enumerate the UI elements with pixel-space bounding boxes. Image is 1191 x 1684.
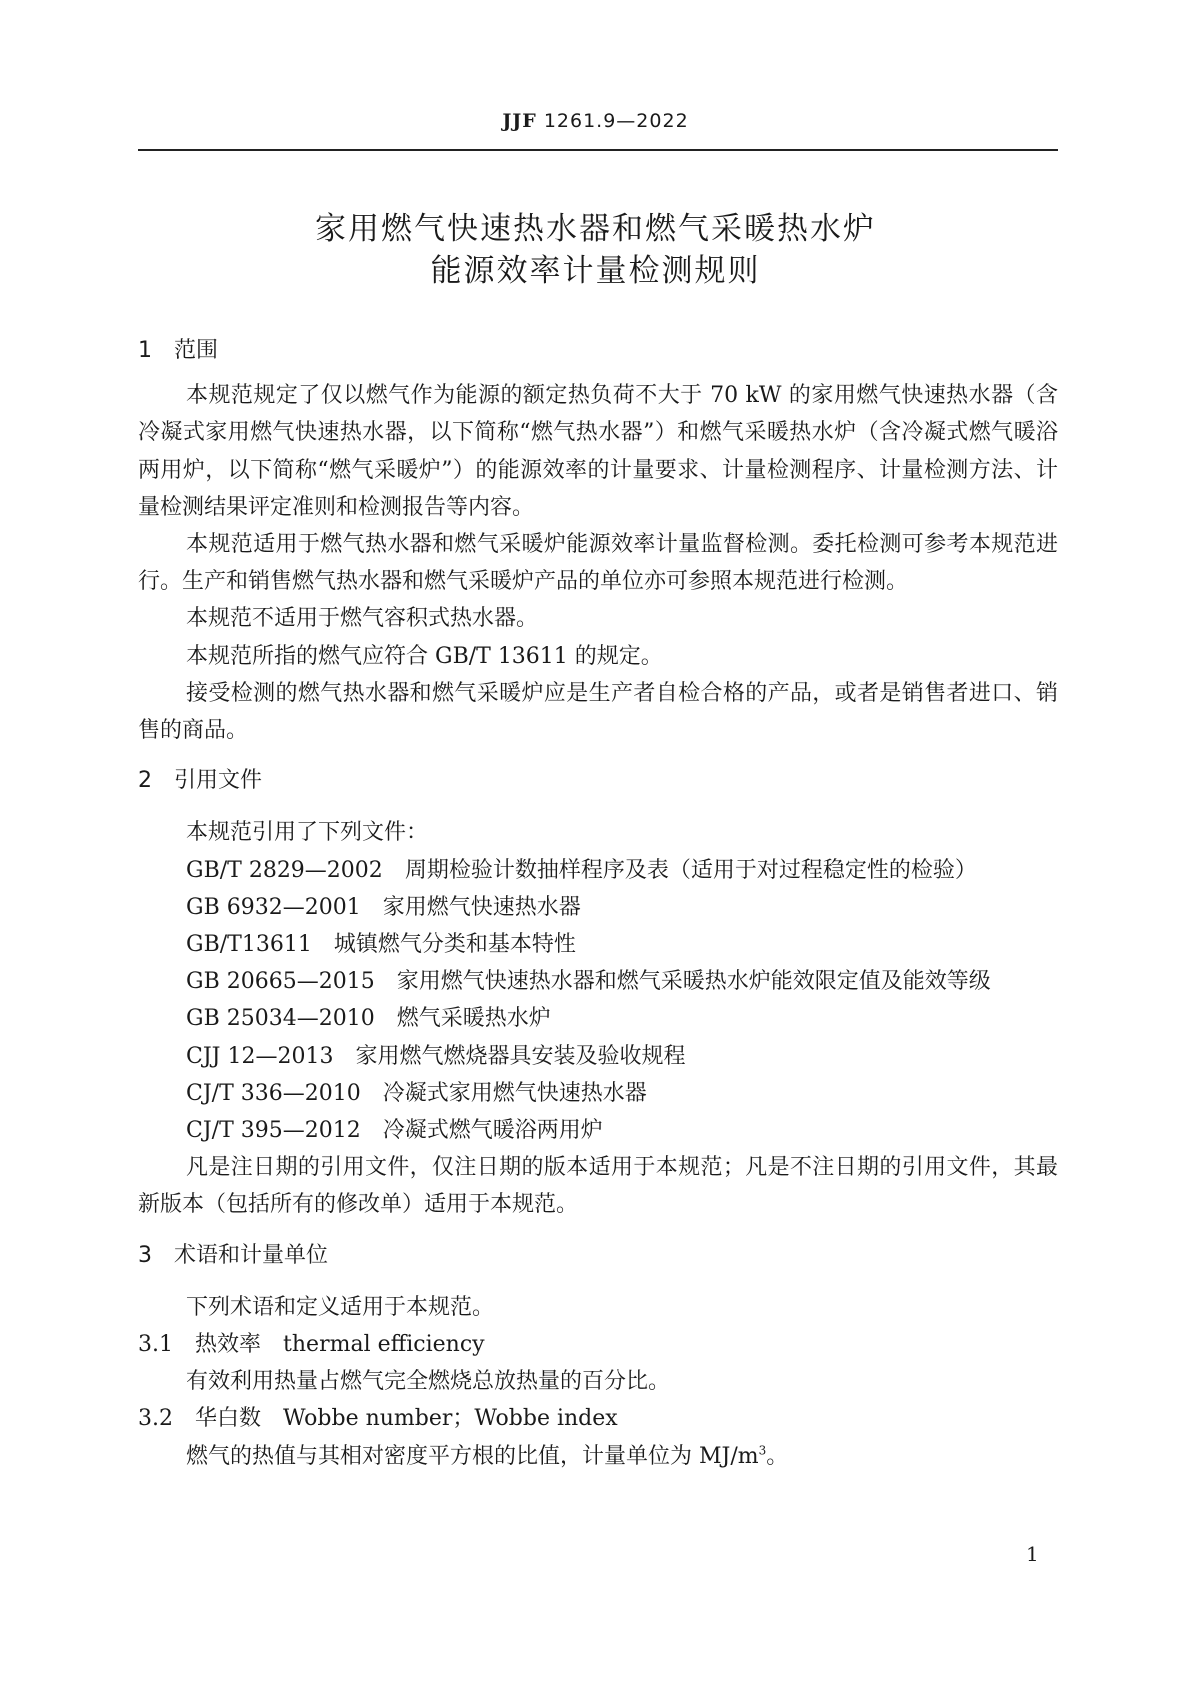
- reference-item: [138, 889, 1058, 926]
- reference-title: 家用燃气燃烧器具安装及验收规程: [355, 1043, 686, 1069]
- section-heading-1: 1 范围: [138, 338, 218, 363]
- paragraph: 凡是注日期的引用文件，仅注日期的版本适用于本规范；凡是不注日期的引用文件，其最新版本（包括所有的修改单）适用于本规范。: [138, 1155, 1058, 1218]
- reference-item: [138, 963, 1058, 1000]
- reference-code: CJ/T 395—2012: [186, 1118, 361, 1144]
- document-body: [138, 332, 1058, 1475]
- header-prefix: JJF: [502, 110, 537, 132]
- reference-title: 冷凝式家用燃气快速热水器: [382, 1080, 647, 1106]
- reference-title: 家用燃气快速热水器和燃气采暖热水炉能效限定值及能效等级: [396, 969, 991, 995]
- reference-code: CJ/T 336—2010: [186, 1080, 361, 1106]
- paragraph: 本规范所指的燃气应符合 GB/T 13611 的规定。: [186, 643, 663, 669]
- reference-item: [138, 1038, 1058, 1075]
- header-rule: [138, 149, 1058, 151]
- reference-code: GB 20665—2015: [186, 969, 375, 995]
- paragraph: 本规范适用于燃气热水器和燃气采暖炉能源效率计量监督检测。委托检测可参考本规范进行。生产和销售燃气热水器和燃气采暖炉产品的单位亦可参照本规范进行检测。: [138, 532, 1058, 595]
- section-heading-2: 2 引用文件: [138, 768, 262, 794]
- reference-code: CJJ 12—2013: [186, 1043, 334, 1069]
- reference-code: GB 25034—2010: [186, 1006, 375, 1032]
- definition-text: 燃气的热值与其相对密度平方根的比值，计量单位为 MJ/m: [186, 1443, 759, 1469]
- term-number: 3.2: [138, 1406, 173, 1432]
- term-zh: 华白数: [195, 1406, 262, 1432]
- term-definition: 有效利用热量占燃气完全燃烧总放热量的百分比。: [186, 1369, 671, 1395]
- term-number: 3.1: [138, 1332, 173, 1358]
- reference-item: [138, 1112, 1058, 1149]
- reference-title: 城镇燃气分类和基本特性: [333, 932, 576, 958]
- reference-title: 家用燃气快速热水器: [382, 894, 581, 920]
- term-zh: 热效率: [195, 1332, 262, 1358]
- document-title-line2: 能源效率计量检测规则: [430, 253, 761, 289]
- term-en: thermal efficiency: [283, 1332, 485, 1358]
- reference-item: [138, 1000, 1058, 1037]
- reference-title: 燃气采暖热水炉: [396, 1006, 551, 1032]
- reference-item: [138, 1075, 1058, 1112]
- term-en: Wobbe number；Wobbe index: [283, 1406, 618, 1432]
- section-heading-3: 3 术语和计量单位: [138, 1242, 328, 1268]
- page-number: 1: [1026, 1542, 1039, 1566]
- reference-code: GB/T13611: [186, 932, 312, 958]
- reference-item: [138, 926, 1058, 963]
- term-heading-3-2: [138, 1400, 1058, 1437]
- superscript: 3: [758, 1443, 767, 1458]
- reference-code: GB/T 2829—2002: [186, 857, 383, 883]
- header-code: 1261.9—2022: [543, 110, 689, 132]
- reference-code: GB 6932—2001: [186, 894, 361, 920]
- reference-title: 冷凝式燃气暖浴两用炉: [382, 1118, 603, 1144]
- paragraph: 本规范引用了下列文件：: [186, 820, 429, 846]
- definition-end: 。: [766, 1443, 789, 1469]
- page-header: [0, 110, 1191, 132]
- paragraph: 接受检测的燃气热水器和燃气采暖炉应是生产者自检合格的产品，或者是销售者进口、销售的商品。: [138, 680, 1058, 744]
- document-title-line1: 家用燃气快速热水器和燃气采暖热水炉: [315, 211, 876, 247]
- paragraph: 本规范规定了仅以燃气作为能源的额定热负荷不大于 70 kW 的家用燃气快速热水器（含冷凝式家用燃气快速热水器，以下简称“燃气热水器”）和燃气采暖热水炉（含冷凝式燃气暖浴两用炉，以下简称“燃气采暖炉”）的能源效率的计量要求、计量检测程序、计量检测方法、计量检测结果评定准则和检测报告等内容。: [138, 383, 1058, 520]
- term-definition: [138, 1438, 1058, 1475]
- paragraph: 本规范不适用于燃气容积式热水器。: [186, 606, 539, 632]
- reference-item: [138, 852, 1058, 889]
- reference-title: 周期检验计数抽样程序及表（适用于对过程稳定性的检验）: [404, 857, 977, 883]
- term-heading-3-1: [138, 1326, 1058, 1363]
- paragraph: 下列术语和定义适用于本规范。: [186, 1294, 495, 1320]
